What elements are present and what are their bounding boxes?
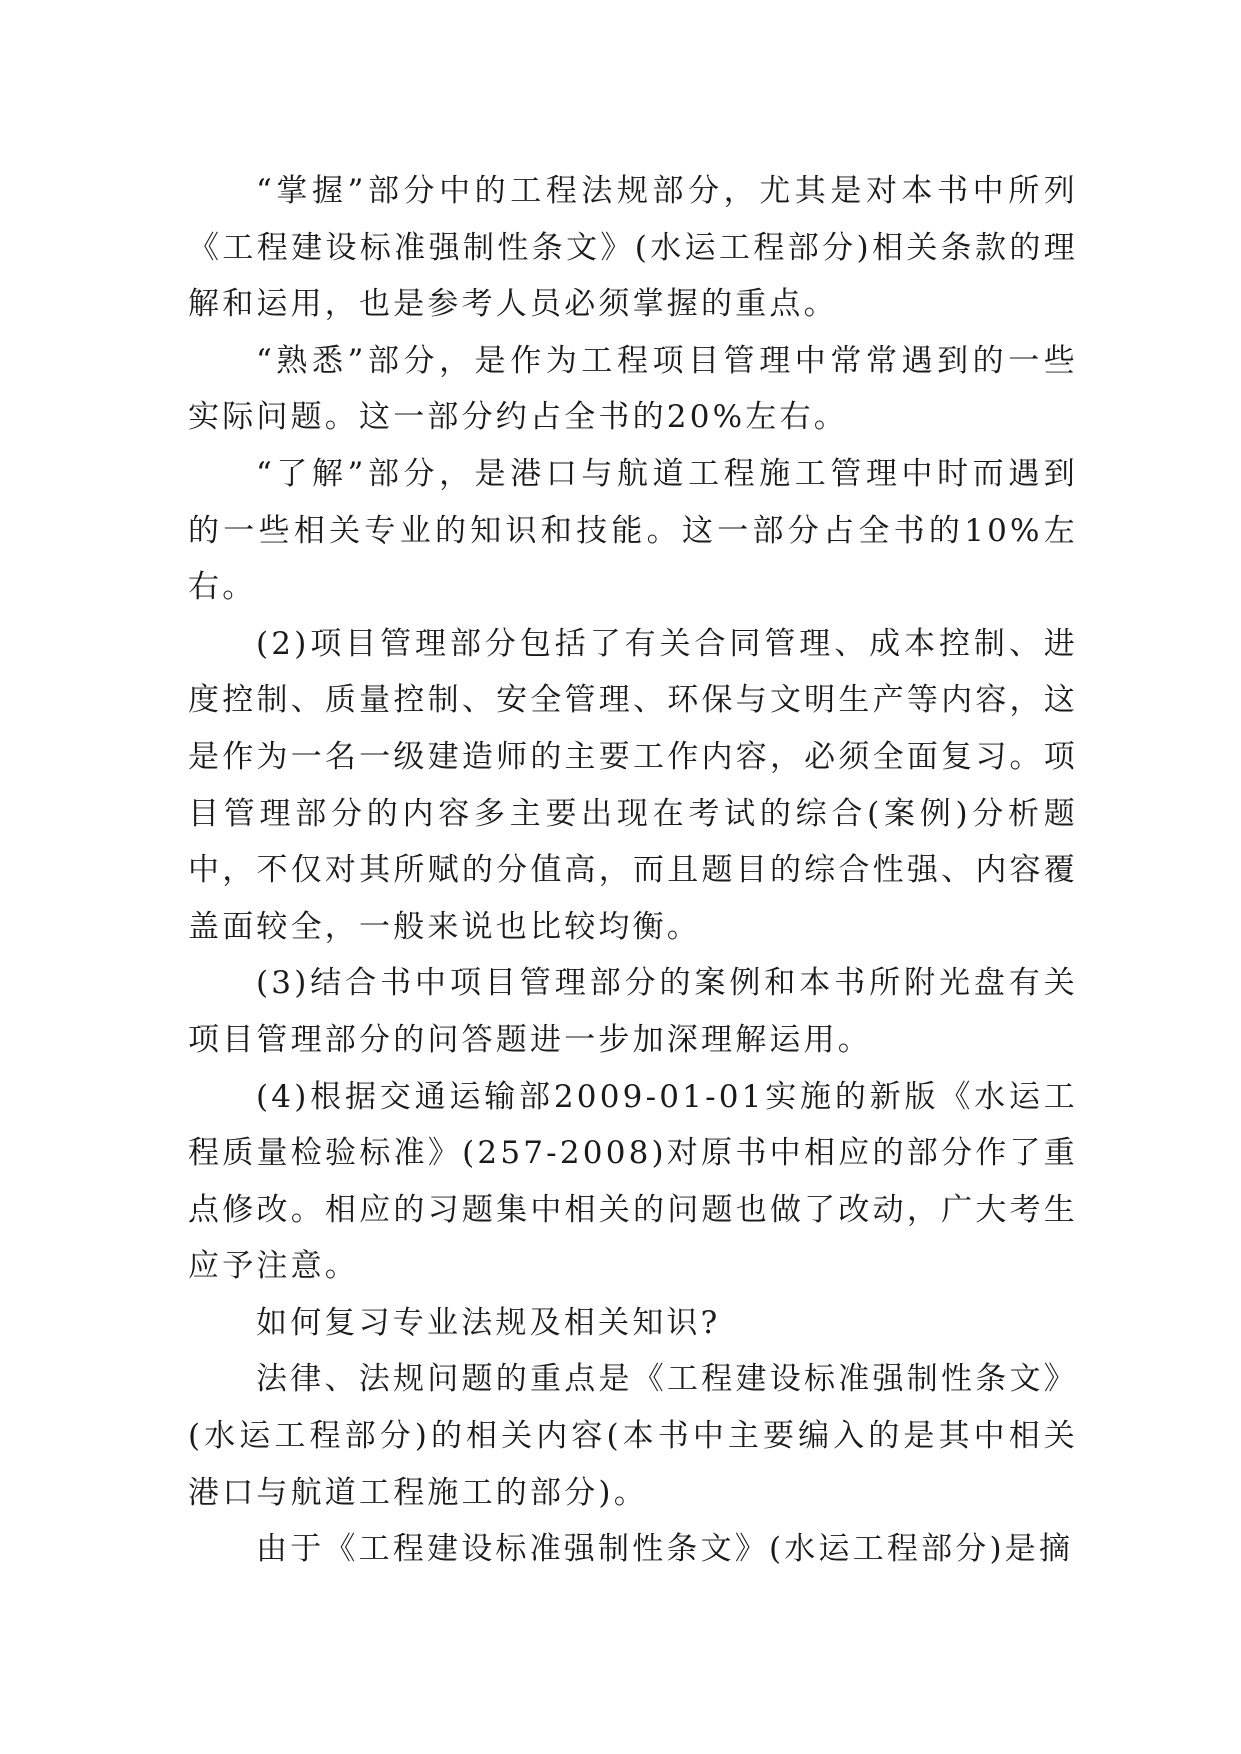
paragraph: (4)根据交通运输部2009-01-01实施的新版《水运工程质量检验标准》(257-2008)对原书中相应的部分作了重点修改。相应的习题集中相关的问题也做了改动，广大考生应予注意。 [188, 1078, 1078, 1285]
paragraph: “熟悉”部分，是作为工程项目管理中常常遇到的一些实际问题。这一部分约占全书的20%左右。 [188, 342, 1078, 436]
paragraph: “掌握”部分中的工程法规部分，尤其是对本书中所列《工程建设标准强制性条文》(水运工程部分)相关条款的理解和运用，也是参考人员必须掌握的重点。 [188, 173, 1078, 323]
paragraph: (3)结合书中项目管理部分的案例和本书所附光盘有关项目管理部分的问答题进一步加深理解运用。 [188, 965, 1078, 1058]
paragraph: 法律、法规问题的重点是《工程建设标准强制性条文》(水运工程部分)的相关内容(本书中主要编入的是其中相关港口与航道工程施工的部分)。 [188, 1361, 1078, 1511]
paragraph: 由于《工程建设标准强制性条文》(水运工程部分)是摘 [256, 1531, 1074, 1568]
paragraph: (2)项目管理部分包括了有关合同管理、成本控制、进度控制、质量控制、安全管理、环保与文明生产等内容，这是作为一名一级建造师的主要工作内容，必须全面复习。项目管理部分的内容多主要出现在考试的综合(案例)分析题中，不仅对其所赋的分值高，而且题目的综合性强、内容覆盖面较全，一般来说也比较均衡。 [188, 625, 1078, 945]
paragraph: “了解”部分，是港口与航道工程施工管理中时而遇到的一些相关专业的知识和技能。这一部分占全书的10%左右。 [188, 455, 1078, 606]
document-body [188, 163, 1078, 1578]
paragraph: 如何复习专业法规及相关知识? [256, 1304, 721, 1341]
